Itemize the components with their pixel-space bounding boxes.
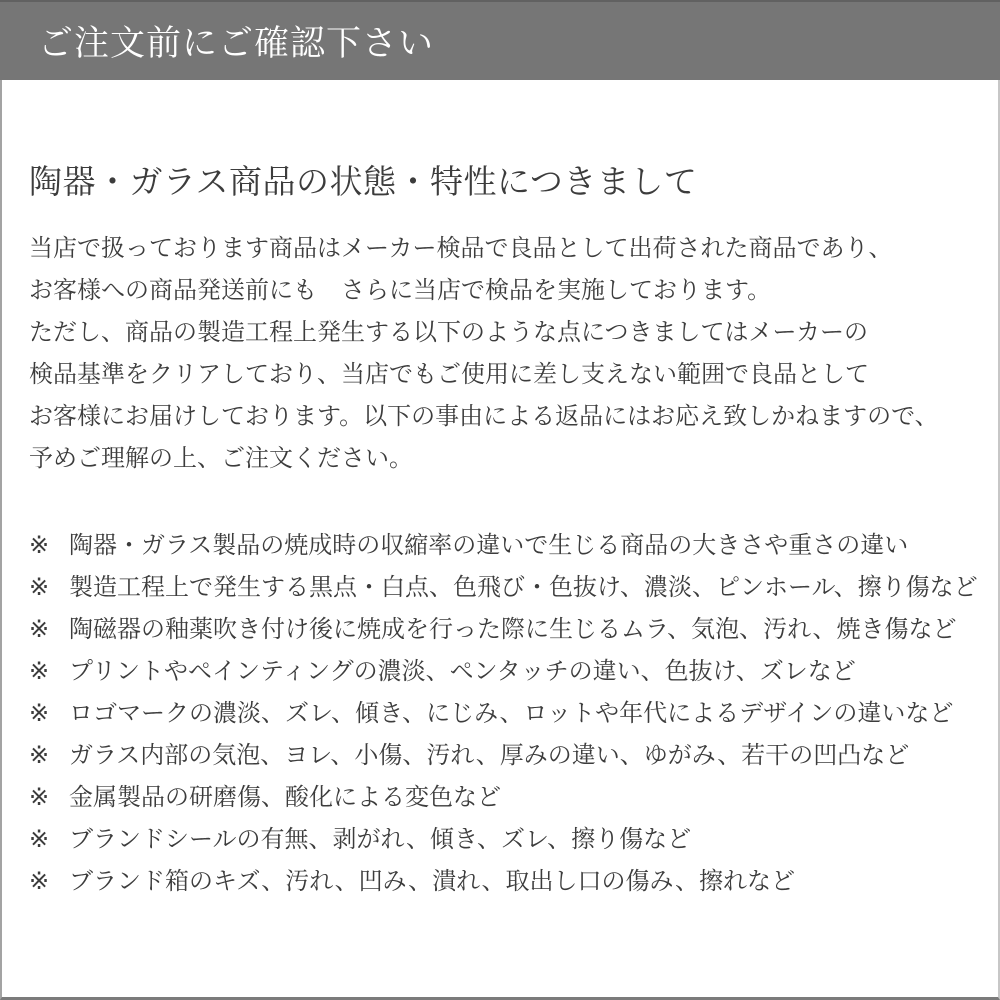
note-text: プリントやペインティングの濃淡、ペンタッチの違い、色抜け、ズレなど	[69, 658, 856, 685]
note-marker: ※	[29, 532, 50, 559]
paragraph-line: 予めご理解の上、ご注文ください。	[29, 445, 413, 472]
note-text: ロゴマークの濃淡、ズレ、傾き、にじみ、ロットや年代によるデザインの違いなど	[69, 700, 954, 727]
note-item	[29, 777, 984, 819]
note-text: ブランド箱のキズ、汚れ、凹み、潰れ、取出し口の傷み、擦れなど	[69, 868, 795, 895]
note-marker: ※	[29, 658, 50, 685]
note-text: ブランドシールの有無、剥がれ、傾き、ズレ、擦り傷など	[69, 826, 692, 853]
note-text: 金属製品の研磨傷、酸化による変色など	[69, 784, 501, 811]
note-item	[29, 525, 984, 567]
note-item	[29, 735, 984, 777]
notice-header-title: ご注文前にご確認下さい	[38, 24, 435, 63]
note-text: 陶磁器の釉薬吹き付け後に焼成を行った際に生じるムラ、気泡、汚れ、焼き傷など	[69, 616, 957, 643]
note-text: 陶器・ガラス製品の焼成時の収縮率の違いで生じる商品の大きさや重さの違い	[69, 532, 909, 559]
note-item	[29, 861, 984, 903]
note-item	[29, 651, 984, 693]
note-marker: ※	[29, 700, 50, 727]
section-heading: 陶器・ガラス商品の状態・特性につきまして	[29, 163, 698, 200]
note-marker: ※	[29, 826, 50, 853]
note-item	[29, 819, 984, 861]
intro-paragraph	[29, 228, 984, 480]
note-marker: ※	[29, 868, 50, 895]
note-text: ガラス内部の気泡、ヨレ、小傷、汚れ、厚みの違い、ゆがみ、若干の凹凸など	[69, 742, 910, 769]
defect-notes-list	[29, 525, 984, 903]
note-item	[29, 609, 984, 651]
paragraph-line: ただし、商品の製造工程上発生する以下のような点につきましてはメーカーの	[29, 319, 869, 346]
note-marker: ※	[29, 742, 50, 769]
note-item	[29, 693, 984, 735]
notice-body	[0, 80, 1000, 1000]
note-item	[29, 567, 984, 609]
note-marker: ※	[29, 784, 50, 811]
note-marker: ※	[29, 616, 50, 643]
note-marker: ※	[29, 574, 50, 601]
notice-header-bar	[0, 0, 1000, 80]
paragraph-line: お客様にお届けしております。以下の事由による返品にはお応え致しかねますので、	[29, 403, 939, 430]
note-text: 製造工程上で発生する黒点・白点、色飛び・色抜け、濃淡、ピンホール、擦り傷など	[69, 574, 978, 601]
paragraph-line: 検品基準をクリアしており、当店でもご使用に差し支えない範囲で良品として	[29, 361, 869, 388]
paragraph-line: お客様への商品発送前にも さらに当店で検品を実施しております。	[29, 277, 772, 304]
paragraph-line: 当店で扱っております商品はメーカー検品で良品として出荷された商品であり、	[29, 235, 893, 262]
